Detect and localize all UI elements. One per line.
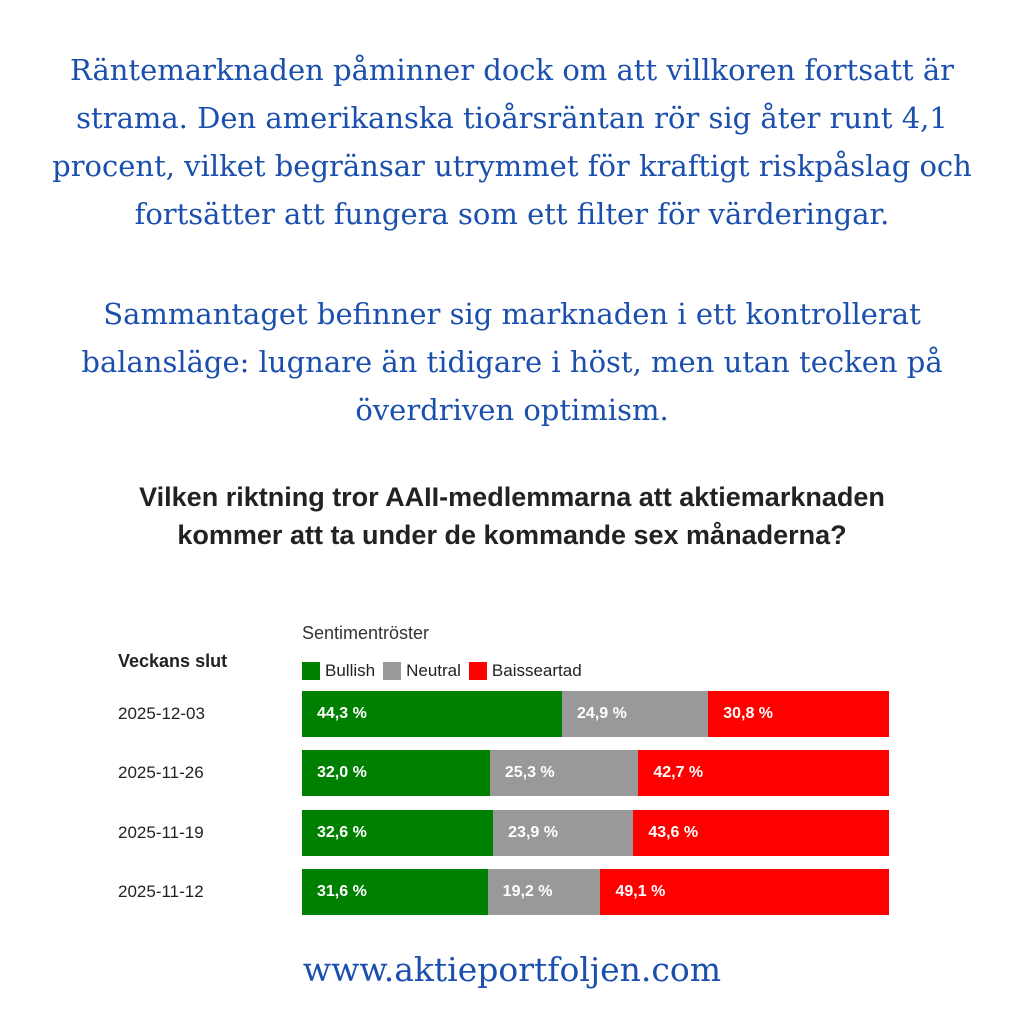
bar-row <box>302 810 889 856</box>
row-label: 2025-11-19 <box>118 823 204 842</box>
data-label-neutral: 19,2 % <box>502 883 553 900</box>
bar-row <box>302 750 889 796</box>
legend <box>302 660 590 682</box>
legend-swatch-neutral <box>383 662 401 680</box>
data-label-bullish: 44,3 % <box>317 705 367 722</box>
data-label-neutral: 23,9 % <box>508 824 558 841</box>
legend-swatch-bullish <box>302 662 320 680</box>
data-label-neutral: 25,3 % <box>504 764 555 781</box>
footer-url[interactable]: www.aktieportfoljen.com <box>302 950 722 989</box>
data-label-bullish: 32,6 % <box>317 824 367 841</box>
legend-label-neutral: Neutral <box>406 661 461 680</box>
data-label-baisseartad: 42,7 % <box>653 764 704 781</box>
data-label-baisseartad: 49,1 % <box>615 883 666 900</box>
row-label: 2025-11-12 <box>118 882 204 901</box>
bar-row <box>302 691 889 737</box>
intro-paragraph-2: Sammantaget befinner sig marknaden i ett kontrollerat balansläge: lugnare än tidigare i höst, men utan tecken på överdriven optimism. <box>81 297 943 427</box>
chart-title: Vilken riktning tror AAII-medlemmarna att aktiemarknaden kommer att ta under de kommande sex månaderna? <box>139 482 885 550</box>
data-label-neutral: 24,9 % <box>577 705 627 722</box>
intro-paragraph-1: Räntemarknaden påminner dock om att villkoren fortsatt är strama. Den amerikanska tioårsräntan rör sig åter runt 4,1 procent, vilket begränsar utrymmet för kraftigt riskpåslag och fortsätter att fungera som ett filter för värderingar. <box>52 53 972 231</box>
legend-title: Sentimentröster <box>302 623 430 643</box>
row-label: 2025-12-03 <box>118 704 205 723</box>
legend-item-baisseartad <box>469 661 582 681</box>
data-label-bullish: 32,0 % <box>317 764 367 781</box>
row-label: 2025-11-26 <box>118 763 204 782</box>
legend-swatch-baisseartad <box>469 662 487 680</box>
data-label-baisseartad: 43,6 % <box>648 824 699 841</box>
legend-item-bullish <box>302 661 375 681</box>
legend-label-bullish: Bullish <box>325 661 376 680</box>
data-label-baisseartad: 30,8 % <box>723 705 774 722</box>
row-header: Veckans slut <box>118 651 228 671</box>
bar-row <box>302 869 889 915</box>
data-label-bullish: 31,6 % <box>317 883 367 900</box>
legend-label-baisseartad: Baisseartad <box>491 661 582 680</box>
legend-item-neutral <box>383 661 461 681</box>
